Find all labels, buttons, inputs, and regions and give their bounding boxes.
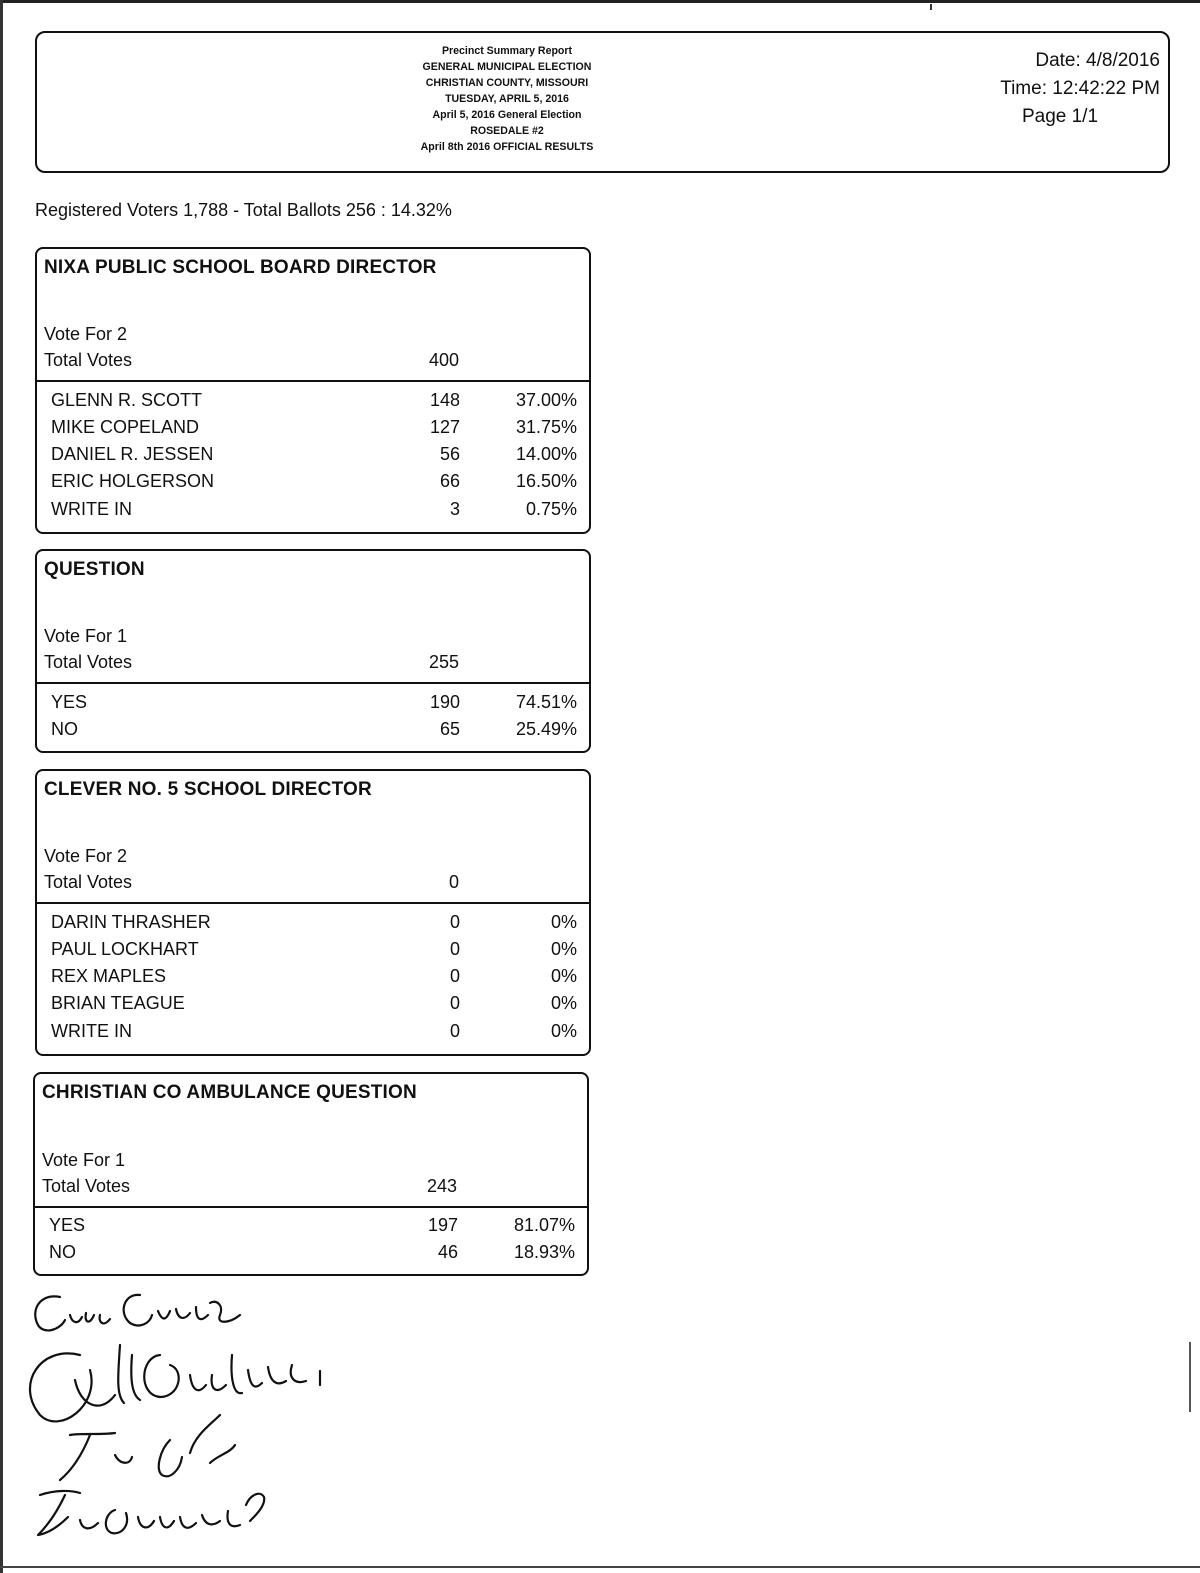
county-name: CHRISTIAN COUNTY, MISSOURI	[425, 77, 589, 89]
candidate-name: ERIC HOLGERSON	[51, 471, 215, 491]
contest-box	[33, 1072, 589, 1276]
election-date: TUESDAY, APRIL 5, 2016	[445, 93, 569, 105]
candidate-name: NO	[51, 719, 78, 739]
candidate-name: DARIN THRASHER	[51, 912, 211, 932]
candidate-row	[37, 390, 589, 417]
contest-title: CHRISTIAN CO AMBULANCE QUESTION	[42, 1082, 417, 1103]
total-votes-value: 255	[428, 652, 459, 672]
candidate-row	[37, 912, 589, 939]
candidate-row	[37, 444, 589, 471]
candidate-percent: 0%	[550, 912, 577, 932]
scan-edge-bottom	[0, 1566, 1200, 1568]
candidate-votes: 3	[449, 499, 460, 519]
candidate-name: BRIAN TEAGUE	[51, 993, 185, 1013]
total-votes-label: Total Votes	[44, 872, 133, 892]
candidate-name: DANIEL R. JESSEN	[51, 444, 214, 464]
candidate-row	[37, 692, 589, 719]
page-number: Page 1/1	[1021, 106, 1099, 127]
candidate-name: PAUL LOCKHART	[51, 939, 199, 959]
candidate-votes: 197	[427, 1215, 458, 1235]
candidate-name: WRITE IN	[51, 1021, 132, 1041]
candidate-name: GLENN R. SCOTT	[51, 390, 203, 410]
divider	[35, 1206, 587, 1208]
candidate-votes: 65	[439, 719, 460, 739]
candidate-percent: 0%	[550, 966, 577, 986]
contest-box	[35, 247, 591, 534]
report-date: Date: 4/8/2016	[1035, 50, 1160, 71]
contest-title: QUESTION	[44, 559, 145, 580]
candidate-votes: 127	[429, 417, 460, 437]
contest-box	[35, 769, 591, 1056]
scan-edge-left	[0, 0, 3, 1573]
candidate-votes: 190	[429, 692, 460, 712]
precinct-name: ROSEDALE #2	[470, 125, 544, 137]
candidate-percent: 16.50%	[515, 471, 577, 491]
candidate-row	[37, 993, 589, 1020]
candidate-votes: 46	[437, 1242, 458, 1262]
candidate-percent: 74.51%	[515, 692, 577, 712]
candidate-row	[37, 471, 589, 498]
contest-title: NIXA PUBLIC SCHOOL BOARD DIRECTOR	[44, 257, 437, 278]
signature-4	[38, 1491, 264, 1535]
candidate-votes: 0	[449, 966, 460, 986]
report-header	[35, 31, 1170, 173]
report-meta	[960, 47, 1160, 131]
candidate-name: REX MAPLES	[51, 966, 167, 986]
report-time: Time: 12:42:22 PM	[1000, 78, 1160, 99]
vote-for-label: Vote For 2	[44, 846, 128, 866]
candidate-row	[37, 499, 589, 526]
election-label: April 5, 2016 General Election	[432, 109, 582, 121]
candidate-row	[37, 1021, 589, 1048]
candidate-percent: 31.75%	[515, 417, 577, 437]
candidate-votes: 0	[449, 993, 460, 1013]
candidate-name: YES	[51, 692, 88, 712]
candidate-percent: 37.00%	[515, 390, 577, 410]
report-title: Precinct Summary Report	[441, 45, 573, 57]
divider	[37, 682, 589, 684]
candidate-percent: 25.49%	[515, 719, 577, 739]
candidate-row	[37, 966, 589, 993]
candidate-percent: 18.93%	[513, 1242, 575, 1262]
divider	[37, 902, 589, 904]
contest-title: CLEVER NO. 5 SCHOOL DIRECTOR	[44, 779, 372, 800]
vote-for-label: Vote For 1	[44, 626, 128, 646]
signature-3	[60, 1415, 235, 1480]
scan-edge-top	[0, 0, 1200, 3]
signature-1	[35, 1295, 240, 1331]
candidate-votes: 0	[449, 1021, 460, 1041]
contest-box	[35, 549, 591, 753]
candidate-name: NO	[49, 1242, 76, 1262]
candidate-name: YES	[49, 1215, 86, 1235]
results-status: April 8th 2016 OFFICIAL RESULTS	[420, 141, 594, 153]
candidate-row	[37, 719, 589, 746]
candidate-row	[37, 417, 589, 444]
candidate-percent: 0.75%	[525, 499, 577, 519]
candidate-votes: 0	[449, 939, 460, 959]
scan-mark	[1189, 1342, 1191, 1412]
divider	[37, 380, 589, 382]
total-votes-label: Total Votes	[44, 652, 133, 672]
registered-voters-summary: Registered Voters 1,788 - Total Ballots 256 : 14.32%	[35, 200, 452, 220]
total-votes-value: 400	[428, 350, 459, 370]
candidate-votes: 0	[449, 912, 460, 932]
candidate-percent: 81.07%	[513, 1215, 575, 1235]
candidate-percent: 0%	[550, 939, 577, 959]
candidate-votes: 66	[439, 471, 460, 491]
total-votes-value: 0	[448, 872, 459, 892]
candidate-votes: 148	[429, 390, 460, 410]
total-votes-value: 243	[426, 1176, 457, 1196]
candidate-percent: 0%	[550, 993, 577, 1013]
candidate-row	[35, 1215, 587, 1242]
vote-for-label: Vote For 1	[42, 1150, 126, 1170]
vote-for-label: Vote For 2	[44, 324, 128, 344]
candidate-row	[35, 1242, 587, 1269]
report-header-center	[337, 43, 677, 155]
total-votes-label: Total Votes	[42, 1176, 131, 1196]
candidate-votes: 56	[439, 444, 460, 464]
candidate-name: WRITE IN	[51, 499, 132, 519]
signatures-block	[20, 1285, 360, 1555]
candidate-percent: 14.00%	[515, 444, 577, 464]
candidate-name: MIKE COPELAND	[51, 417, 200, 437]
scan-mark	[930, 4, 932, 10]
election-name: GENERAL MUNICIPAL ELECTION	[422, 61, 592, 73]
total-votes-label: Total Votes	[44, 350, 133, 370]
candidate-row	[37, 939, 589, 966]
signature-2	[30, 1345, 320, 1421]
candidate-percent: 0%	[550, 1021, 577, 1041]
